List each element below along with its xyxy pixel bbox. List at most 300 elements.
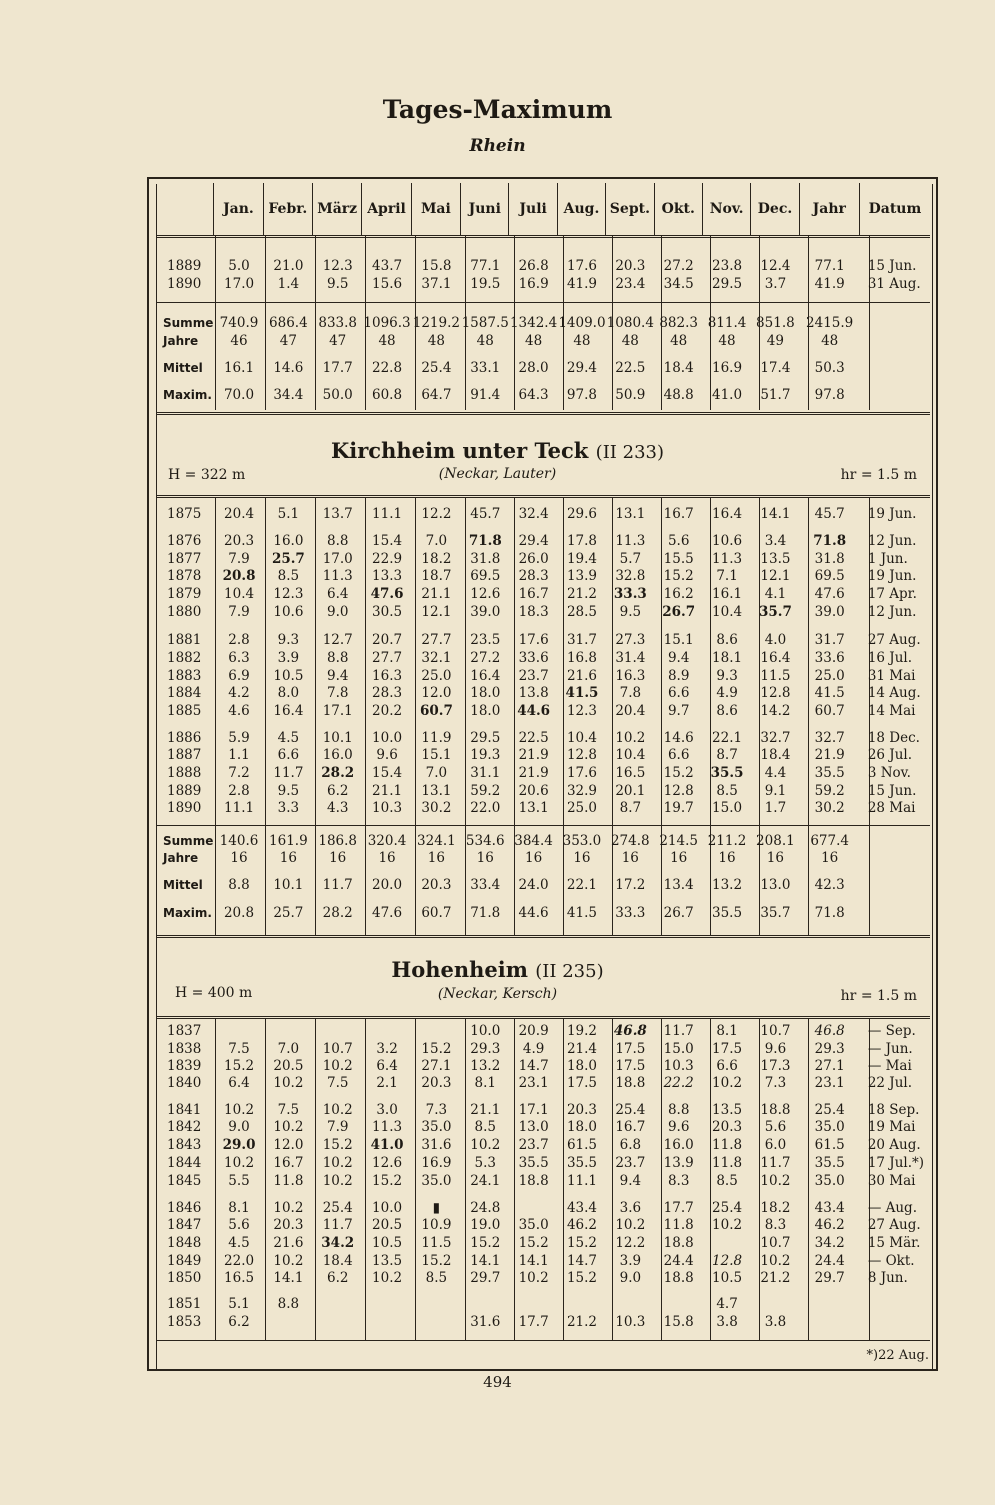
value-cell: 9.7 [667,703,690,719]
value-cell: 18.4 [322,1253,353,1269]
value-cell: 7.0 [425,765,448,781]
value-cell: 11.5 [760,668,791,684]
value-cell: 6.6 [667,685,690,701]
value-cell: 64.3 [518,387,549,403]
value-cell: 1080.4 [606,315,654,331]
table-row [157,1118,930,1136]
value-cell: 10.2 [760,1173,791,1189]
value-cell: 43.4 [814,1200,845,1216]
table-row [157,1199,930,1217]
table-row [157,505,930,523]
value-cell: 5.6 [667,533,690,549]
value-cell: 4.1 [764,586,787,602]
value-cell: 11.5 [421,1235,452,1251]
value-cell: 3.2 [376,1041,398,1057]
value-cell: 11.3 [372,1119,403,1135]
value-cell: 16 [279,850,297,866]
value-cell: 10.5 [372,1235,403,1251]
value-cell: 48 [718,333,736,349]
value-cell: 33.6 [518,650,549,666]
page-subtitle: Rhein [469,136,526,156]
value-cell: 27.3 [615,632,646,648]
value-cell: 31.6 [470,1314,501,1330]
value-cell: 1342.4 [509,315,558,331]
value-cell [264,1022,313,1040]
value-cell: 10.7 [760,1235,791,1251]
value-cell: 17.5 [615,1041,646,1057]
value-cell: 17.5 [712,1041,743,1057]
date-cell: 31 Aug. [867,276,921,292]
value-cell: 2.8 [228,783,250,799]
value-cell: 15.8 [663,1314,694,1330]
value-cell: 13.3 [372,568,403,584]
row-separator [157,825,930,826]
value-cell: 16.1 [712,586,743,602]
value-cell: 10.4 [224,586,255,602]
value-cell: 31.8 [814,551,845,567]
value-cell: 3.0 [376,1102,398,1118]
value-cell: 12.0 [273,1137,304,1153]
value-cell: 19.2 [566,1023,598,1039]
value-cell: 12.1 [421,604,452,620]
value-cell: 31.7 [566,632,598,648]
value-cell: 10.4 [712,604,743,620]
column-header: Febr. [264,183,313,235]
value-cell: 10.2 [273,1119,304,1135]
value-cell: 33.6 [814,650,845,666]
value-cell: 18.0 [470,703,501,719]
value-cell: 11.1 [566,1173,598,1189]
value-cell: 7.8 [619,685,642,701]
value-cell: 23.4 [615,276,646,292]
value-cell: 29.7 [470,1270,501,1286]
value-cell: 25.4 [814,1102,845,1118]
date-cell: 18 Sep. [867,1102,920,1118]
value-cell: 41.0 [370,1137,404,1153]
row-label: Mittel [163,361,203,375]
table-row [157,1172,930,1190]
value-cell [412,1313,461,1331]
column-header: Nov. [703,183,751,235]
value-cell: 1587.5 [461,315,509,331]
date-cell [860,359,930,377]
value-cell: 8.8 [667,1102,690,1118]
value-cell: 8.8 [326,533,349,549]
value-cell: 6.2 [326,783,349,799]
date-cell: 19 Mai [867,1119,916,1135]
row-label: 1837 [167,1023,202,1039]
value-cell: 48 [476,333,494,349]
value-cell: 35.7 [758,604,792,620]
value-cell: 15.2 [518,1235,549,1251]
value-cell: 14.7 [566,1253,598,1269]
date-cell: 20 Aug. [867,1137,921,1153]
value-cell: 10.4 [566,730,598,746]
date-cell: 12 Jun. [867,604,917,620]
value-cell: 28.2 [322,905,353,921]
value-cell: 21.9 [518,747,549,763]
value-cell: 14.1 [470,1253,501,1269]
column-header: Jahr [800,183,860,235]
value-cell: 11.7 [273,765,304,781]
value-cell: 22.2 [663,1075,694,1091]
table-row [157,649,930,667]
row-label: 1877 [167,551,202,567]
date-cell [860,849,930,867]
value-cell: 34.4 [273,387,304,403]
value-cell: 18.8 [663,1235,694,1251]
value-cell: 15.2 [322,1137,353,1153]
date-cell: 15 Jun. [867,783,917,799]
value-cell: 9.5 [326,276,349,292]
column-header: Sept. [606,183,654,235]
value-cell: 7.3 [764,1075,787,1091]
column-header: Jan. [214,183,263,235]
value-cell: 324.1 [417,833,456,849]
date-cell: 15 Mär. [867,1235,921,1251]
value-cell: 15.0 [663,1041,694,1057]
value-cell: 10.2 [712,1217,743,1233]
value-cell: 17.6 [518,632,549,648]
column-header: April [362,183,411,235]
value-cell: 22.5 [518,730,549,746]
value-cell: 22.9 [372,551,403,567]
value-cell: 61.5 [566,1137,598,1153]
value-cell: 13.9 [663,1155,694,1171]
value-cell: 50.9 [615,387,646,403]
value-cell: 29.0 [222,1137,256,1153]
value-cell: 8.9 [667,668,690,684]
value-cell: 8.6 [716,632,738,648]
value-cell: 48 [573,333,591,349]
date-cell [860,904,930,922]
value-cell: 3.8 [716,1314,738,1330]
value-cell: 12.2 [615,1235,646,1251]
value-cell: 91.4 [470,387,501,403]
value-cell: 833.8 [318,315,358,331]
value-cell: 14.6 [663,730,694,746]
table-row [157,799,930,817]
value-cell: 60.8 [372,387,403,403]
table-row [157,667,930,685]
value-cell: 47.6 [814,586,845,602]
value-cell: 8.0 [277,685,300,701]
value-cell: 24.0 [518,877,549,893]
value-cell: 4.5 [228,1235,250,1251]
value-cell: 10.7 [760,1023,791,1039]
value-cell: 19.4 [566,551,598,567]
value-cell: 10.0 [470,1023,501,1039]
table-row [157,1057,930,1075]
value-cell: 60.7 [814,703,845,719]
value-cell: 19.5 [470,276,501,292]
table-header [157,183,930,238]
value-cell: 534.6 [465,833,505,849]
row-label: 1875 [167,506,202,522]
value-cell: 20.8 [222,568,256,584]
value-cell: 8.5 [716,783,738,799]
value-cell: 9.3 [716,668,738,684]
value-cell: 20.0 [372,877,403,893]
value-cell: 35.5 [710,765,744,781]
value-cell [800,1295,860,1313]
value-cell: 3.6 [619,1200,642,1216]
table-row [157,1313,930,1331]
value-cell: 48.8 [663,387,694,403]
table-row [157,603,930,621]
value-cell: 7.0 [277,1041,300,1057]
value-cell: 5.7 [619,551,642,567]
value-cell: 15.0 [712,800,743,816]
value-cell: 3.8 [764,1314,787,1330]
value-cell: 20.3 [566,1102,598,1118]
station-hr: hr = 1.5 m [840,467,917,483]
value-cell: 10.2 [322,1058,353,1074]
summary-row [157,904,930,922]
value-cell: 9.5 [619,604,642,620]
value-cell: 21.9 [814,747,845,763]
value-cell: 28.0 [518,360,549,376]
footnote: *)22 Aug. [866,1348,929,1363]
value-cell: 13.9 [566,568,598,584]
value-cell: 8.3 [667,1173,690,1189]
value-cell: 25.0 [566,800,598,816]
table-row [157,702,930,720]
value-cell: 46.2 [814,1217,845,1233]
value-cell: 353.0 [562,833,602,849]
value-cell: 13.1 [421,783,452,799]
value-cell: 19.0 [470,1217,501,1233]
value-cell: 16 [329,850,347,866]
value-cell: 29.5 [712,276,743,292]
value-cell: 29.4 [566,360,597,376]
value-cell: 18.1 [712,650,743,666]
value-cell: 16.9 [518,276,549,292]
value-cell: 37.1 [421,276,452,292]
value-cell: 11.8 [273,1173,304,1189]
value-cell: 11.7 [663,1023,694,1039]
value-cell [655,1295,703,1313]
value-cell: 21.2 [566,586,598,602]
value-cell: 7.8 [326,685,349,701]
value-cell: 18.2 [421,551,452,567]
row-separator [157,412,930,415]
value-cell: 35.5 [814,765,845,781]
value-cell: 20.9 [518,1023,549,1039]
value-cell: 4.5 [277,730,300,746]
value-cell: 9.6 [376,747,398,763]
value-cell: 12.3 [273,586,304,602]
station-ref: (II 235) [535,961,604,982]
value-cell: 15.6 [372,276,403,292]
value-cell: 45.7 [814,506,845,522]
value-cell: 23.8 [712,258,743,274]
value-cell: 41.0 [711,387,743,403]
value-cell: 20.8 [223,905,255,921]
row-label: 1884 [167,685,202,701]
table-row [157,1234,930,1252]
value-cell: 50.0 [322,387,353,403]
value-cell: 21.1 [470,1102,501,1118]
value-cell: 17.3 [760,1058,791,1074]
value-cell: 46 [230,333,248,349]
date-cell: 17 Apr. [867,586,917,602]
value-cell: 21.4 [566,1041,598,1057]
value-cell: 14.1 [518,1253,549,1269]
value-cell: 46.8 [613,1023,647,1039]
value-cell: 10.2 [273,1253,304,1269]
value-cell: 33.3 [613,586,647,602]
station-rivers: (Neckar, Kersch) [437,986,558,1002]
value-cell: 77.1 [814,258,845,274]
row-label: 1853 [167,1314,202,1330]
table-row [157,684,930,702]
value-cell [264,1313,313,1331]
value-cell: 12.8 [760,685,791,701]
value-cell: 23.7 [518,1137,549,1153]
value-cell: 16 [670,850,688,866]
value-cell: 5.1 [277,506,300,522]
value-cell: 16.1 [223,360,255,376]
value-cell: 16.3 [615,668,646,684]
value-cell: 1.7 [764,800,787,816]
value-cell [751,1295,799,1313]
value-cell: 32.9 [566,783,598,799]
value-cell: 25.4 [322,1200,353,1216]
value-cell: 17.0 [224,276,255,292]
value-cell: 8.5 [474,1119,497,1135]
row-label: 1883 [167,668,202,684]
value-cell: 15.2 [372,1173,403,1189]
value-cell: 41.9 [566,276,598,292]
value-cell [313,1022,362,1040]
value-cell: 26.0 [518,551,549,567]
table-row [157,1101,930,1119]
value-cell: 15.2 [663,765,694,781]
value-cell: 13.1 [615,506,646,522]
value-cell: 49 [766,333,784,349]
row-label: Maxim. [163,388,212,402]
value-cell: 8.8 [277,1296,300,1312]
value-cell: 6.6 [667,747,690,763]
row-label: 1882 [167,650,202,666]
value-cell: 20.3 [273,1217,304,1233]
value-cell: 35.5 [518,1155,549,1171]
station-name: Kirchheim unter Teck [330,438,589,463]
date-cell [860,876,930,894]
value-cell: 22.1 [566,877,597,893]
value-cell: 16.7 [615,1119,646,1135]
value-cell: 35.0 [421,1119,452,1135]
value-cell: 16 [524,850,543,866]
date-cell: 27 Aug. [867,1217,921,1233]
value-cell: 16.8 [566,650,598,666]
value-cell: 20.6 [518,783,549,799]
value-cell: 35.0 [814,1173,845,1189]
row-separator [157,495,930,498]
table-row [157,257,930,275]
value-cell: 11.7 [322,877,353,893]
value-cell: 8.5 [716,1173,738,1189]
value-cell: 186.8 [318,833,358,849]
value-cell: 9.1 [764,783,787,799]
value-cell: 21.2 [760,1270,791,1286]
value-cell: 46.8 [814,1023,845,1039]
table-row [157,532,930,550]
table-row [157,1295,930,1313]
date-cell: — Aug. [867,1200,917,1216]
value-cell: 16 [230,850,248,866]
value-cell: 17.0 [322,551,353,567]
value-cell: 22.0 [224,1253,255,1269]
table-row [157,631,930,649]
value-cell: 5.5 [228,1173,250,1189]
date-cell: — Mai [867,1058,912,1074]
row-label: 1887 [167,747,202,763]
date-cell: — Okt. [867,1253,915,1269]
value-cell: 7.9 [326,1119,349,1135]
value-cell: 12.0 [421,685,452,701]
value-cell: 16.2 [663,586,694,602]
section-title [0,957,995,982]
value-cell [800,1313,860,1331]
value-cell: 17.1 [518,1102,549,1118]
value-cell [412,1022,461,1040]
value-cell: 10.2 [322,1155,353,1171]
date-cell: 19 Jun. [867,506,917,522]
row-label: 1849 [167,1253,202,1269]
value-cell: 5.0 [228,258,250,274]
value-cell: 25.7 [273,905,304,921]
value-cell: 4.4 [764,765,787,781]
value-cell: 18.8 [518,1173,549,1189]
value-cell: 4.3 [326,800,349,816]
value-cell: 10.2 [322,1173,353,1189]
value-cell: 17.6 [566,765,598,781]
value-cell: 30.2 [421,800,452,816]
value-cell: 22.8 [372,360,403,376]
value-cell: 11.8 [712,1137,743,1153]
value-cell: 10.3 [372,800,403,816]
value-cell: 18.8 [760,1102,791,1118]
value-cell: 18.0 [470,685,501,701]
value-cell: 16 [427,850,445,866]
value-cell: 13.4 [663,877,694,893]
value-cell: 45.7 [470,506,501,522]
row-label: 1847 [167,1217,202,1233]
value-cell: 7.0 [425,533,448,549]
row-label: Jahre [163,334,199,348]
value-cell: 10.5 [712,1270,743,1286]
value-cell: 15.2 [224,1058,255,1074]
value-cell: 71.8 [470,905,501,921]
value-cell: 32.4 [518,506,549,522]
row-label: 1885 [167,703,202,719]
value-cell: 11.1 [224,800,255,816]
value-cell: 17.6 [566,258,598,274]
value-cell: 10.6 [712,533,743,549]
value-cell: 23.7 [518,668,549,684]
row-label: 1878 [167,568,202,584]
value-cell: 8.7 [619,800,642,816]
row-label: 1843 [167,1137,202,1153]
value-cell: 25.4 [712,1200,743,1216]
value-cell: 10.2 [224,1155,255,1171]
date-cell [860,386,930,404]
row-label: 1876 [167,533,202,549]
value-cell: 25.0 [814,668,845,684]
value-cell: 9.5 [277,783,300,799]
